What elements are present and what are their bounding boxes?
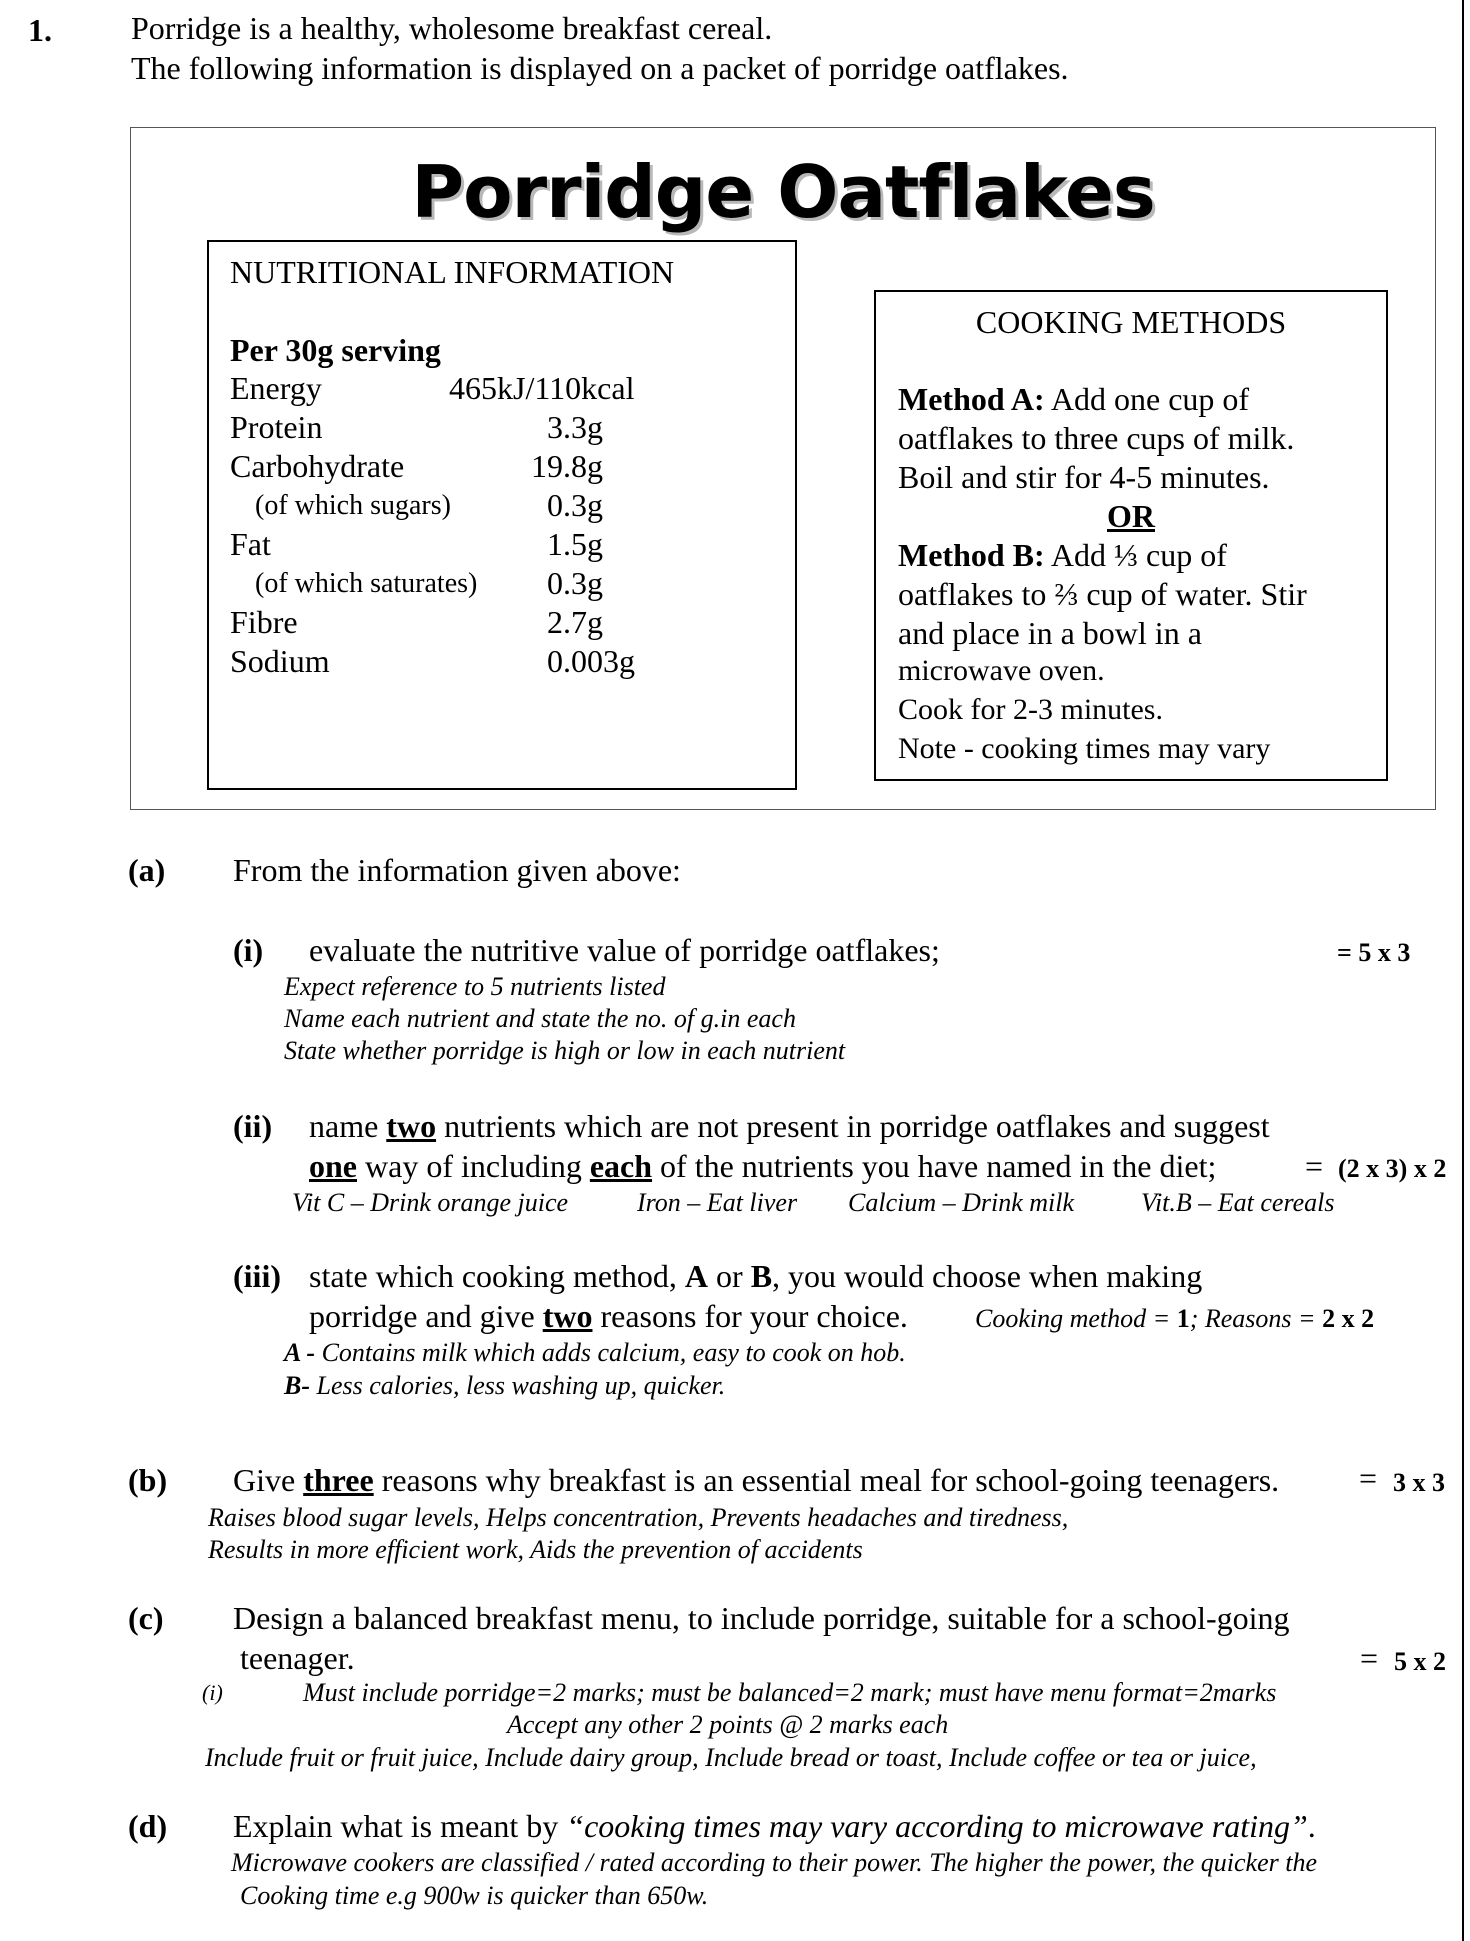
- part-a-label: (a): [128, 852, 166, 888]
- part-d-label: (d): [128, 1808, 168, 1844]
- nutrient-value-protein: 3.3g: [547, 409, 603, 445]
- nutrition-heading: NUTRITIONAL INFORMATION: [230, 254, 675, 290]
- method-b-label: Method B:: [898, 537, 1045, 573]
- part-a-ii-answer-1: Vit C – Drink orange juice: [292, 1188, 569, 1217]
- packet-title: Porridge Oatflakes: [411, 150, 1155, 234]
- part-b-answer-1: Raises blood sugar levels, Helps concentration, Prevents headaches and tiredness,: [208, 1503, 1069, 1532]
- part-a-iii-marks: Cooking method = 1; Reasons = 2 x 2: [975, 1304, 1375, 1333]
- part-a-ii-line-2: one way of including each of the nutrients you have named in the diet;: [309, 1148, 1217, 1184]
- part-c-line-1: Design a balanced breakfast menu, to include porridge, suitable for a school-going: [233, 1600, 1290, 1636]
- nutrient-value-fat: 1.5g: [547, 526, 603, 562]
- part-a-iii-line-2: porridge and give two reasons for your choice.: [309, 1298, 908, 1334]
- part-b-answer-2: Results in more efficient work, Aids the prevention of accidents: [208, 1535, 863, 1564]
- part-a-iii-answer-a: A - Contains milk which adds calcium, easy to cook on hob.: [284, 1338, 906, 1367]
- part-c-answer-3: Include fruit or fruit juice, Include dairy group, Include bread or toast, Include coffee or tea or juice,: [205, 1743, 1257, 1772]
- intro-line-2: The following information is displayed on a packet of porridge oatflakes.: [131, 50, 1069, 86]
- nutrient-value-sugars: 0.3g: [547, 487, 603, 523]
- cooking-methods-box: [874, 290, 1388, 781]
- part-b-text: Give three reasons why breakfast is an essential meal for school-going teenagers.: [233, 1462, 1280, 1498]
- part-d-text: Explain what is meant by “cooking times may vary according to microwave rating”.: [233, 1808, 1316, 1844]
- part-a-iii-line-1: state which cooking method, A or B, you would choose when making: [309, 1258, 1203, 1294]
- nutrient-value-fibre: 2.7g: [547, 604, 603, 640]
- page-right-border: [1462, 0, 1464, 1941]
- part-a-i-text: evaluate the nutritive value of porridge oatflakes;: [309, 932, 940, 968]
- method-b-line-4: microwave oven.: [898, 654, 1105, 687]
- nutrient-label-saturates: (of which saturates): [255, 568, 478, 599]
- part-a-iii-label: (iii): [233, 1258, 281, 1294]
- method-b-line-1: Method B: Add ⅓ cup of: [898, 537, 1227, 573]
- nutrient-label-energy: Energy: [230, 370, 322, 406]
- intro-line-1: Porridge is a healthy, wholesome breakfast cereal.: [131, 10, 773, 46]
- part-c-answer-2: Accept any other 2 points @ 2 marks each: [507, 1710, 949, 1739]
- part-a-ii-line-1: name two nutrients which are not present in porridge oatflakes and suggest: [309, 1108, 1270, 1144]
- question-number: 1.: [28, 12, 52, 48]
- nutrient-label-protein: Protein: [230, 409, 323, 445]
- method-a-label: Method A:: [898, 381, 1045, 417]
- method-a-line-2: oatflakes to three cups of milk.: [898, 420, 1295, 456]
- part-a-i-marks: = 5 x 3: [1337, 938, 1411, 967]
- cooking-heading: COOKING METHODS: [975, 304, 1287, 340]
- or-divider: OR: [1107, 498, 1155, 534]
- part-a-text: From the information given above:: [233, 852, 681, 888]
- nutrient-value-saturates: 0.3g: [547, 565, 603, 601]
- method-a-line-3: Boil and stir for 4-5 minutes.: [898, 459, 1270, 495]
- part-b-marks: 3 x 3: [1393, 1468, 1445, 1497]
- part-a-ii-label: (ii): [233, 1108, 273, 1144]
- nutrient-label-sodium: Sodium: [230, 643, 330, 679]
- nutrient-label-fibre: Fibre: [230, 604, 298, 640]
- part-a-ii-answer-3: Calcium – Drink milk: [848, 1188, 1075, 1217]
- part-a-i-label: (i): [233, 932, 264, 968]
- method-a-line-1: Method A: Add one cup of: [898, 381, 1250, 417]
- part-b-marks-eq: =: [1359, 1460, 1378, 1496]
- part-c-marks-eq: =: [1360, 1640, 1379, 1676]
- nutritional-info-box: [207, 240, 797, 790]
- nutrient-label-sugars: (of which sugars): [255, 490, 451, 521]
- part-a-i-answer-2: Name each nutrient and state the no. of g.in each: [284, 1004, 796, 1033]
- part-a-ii-marks: (2 x 3) x 2: [1338, 1154, 1447, 1183]
- method-b-line-3: and place in a bowl in a: [898, 615, 1202, 651]
- part-c-answer-1: Must include porridge=2 marks; must be balanced=2 mark; must have menu format=2marks: [303, 1678, 1277, 1707]
- part-a-ii-marks-eq: =: [1305, 1148, 1324, 1184]
- part-b-label: (b): [128, 1462, 168, 1498]
- method-b-line-2: oatflakes to ⅔ cup of water. Stir: [898, 576, 1307, 612]
- part-c-sub-label: (i): [202, 1680, 223, 1705]
- part-a-iii-answer-b: B- Less calories, less washing up, quicker.: [284, 1371, 726, 1400]
- nutrient-value-carbohydrate: 19.8g: [531, 448, 603, 484]
- part-c-line-2: teenager.: [240, 1640, 355, 1676]
- nutrient-label-carbohydrate: Carbohydrate: [230, 448, 405, 484]
- cooking-note: Note - cooking times may vary: [898, 732, 1271, 765]
- part-c-marks: 5 x 2: [1394, 1647, 1446, 1676]
- nutrient-value-energy: 465kJ/110kcal: [449, 370, 635, 406]
- method-b-line-5: Cook for 2-3 minutes.: [898, 693, 1163, 726]
- part-c-label: (c): [128, 1600, 164, 1636]
- part-d-answer-1: Microwave cookers are classified / rated according to their power. The higher the power, the quicker the: [231, 1848, 1318, 1877]
- nutrient-value-sodium: 0.003g: [547, 643, 635, 679]
- part-a-i-answer-3: State whether porridge is high or low in each nutrient: [284, 1036, 846, 1065]
- nutrient-label-fat: Fat: [230, 526, 271, 562]
- part-a-ii-answer-2: Iron – Eat liver: [637, 1188, 798, 1217]
- serving-size: Per 30g serving: [230, 332, 441, 368]
- part-d-answer-2: Cooking time e.g 900w is quicker than 650w.: [240, 1881, 709, 1910]
- part-a-i-answer-1: Expect reference to 5 nutrients listed: [284, 972, 666, 1001]
- part-a-ii-answer-4: Vit.B – Eat cereals: [1141, 1188, 1335, 1217]
